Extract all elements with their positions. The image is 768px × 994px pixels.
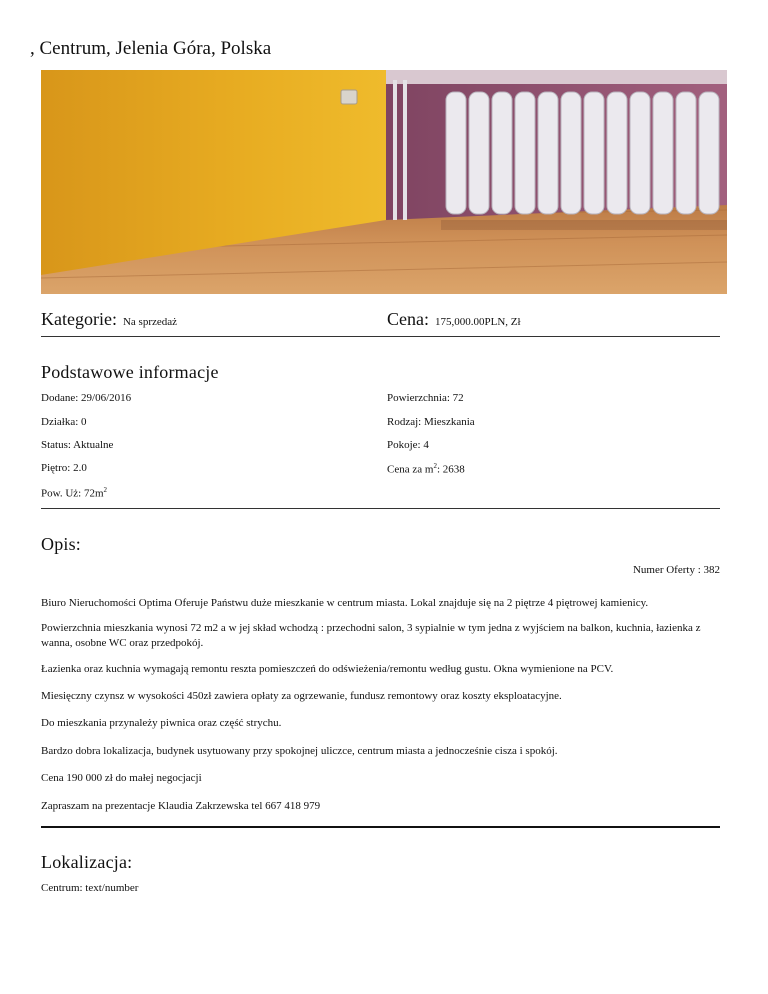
category <box>41 309 177 330</box>
info-status: Status: Aktualne <box>41 439 114 451</box>
description-paragraph: Cena 190 000 zł do małej negocjacji <box>41 772 202 784</box>
info-usable-area <box>41 486 107 500</box>
description-paragraph: Zapraszam na prezentacje Klaudia Zakrzewska tel 667 418 979 <box>41 800 321 812</box>
location-line: Centrum: text/number <box>41 882 139 894</box>
offer-number: Numer Oferty : 382 <box>632 564 720 576</box>
location-heading: Lokalizacja: <box>41 852 133 872</box>
info-rooms: Pokoje: 4 <box>387 439 429 451</box>
divider <box>41 336 720 337</box>
price <box>387 309 521 330</box>
description-paragraph: Biuro Nieruchomości Optima Oferuje Państwu duże mieszkanie w centrum miasta. Lokal znajduje się na 2 piętrze 4 piętrowej kamienicy. <box>41 597 649 609</box>
price-per-m-value: : 2638 <box>436 463 465 476</box>
divider <box>41 508 720 509</box>
page-title: , Centrum, Jelenia Góra, Polska <box>30 38 272 59</box>
category-value: Na sprzedaż <box>122 316 178 328</box>
category-label: Kategorie: <box>41 309 117 329</box>
price-per-m-prefix: Cena za m <box>387 463 434 476</box>
info-floor: Piętro: 2.0 <box>41 462 87 474</box>
info-area: Powierzchnia: 72 <box>387 392 464 404</box>
info-added: Dodane: 29/06/2016 <box>41 392 132 404</box>
divider <box>41 826 720 828</box>
description-paragraph: Bardzo dobra lokalizacja, budynek usytuowany przy spokojnej uliczce, centrum miasta a jednocześnie cisza i spokój. <box>41 745 558 757</box>
usable-area-sup: 2 <box>103 486 108 494</box>
info-type: Rodzaj: Mieszkania <box>387 416 475 428</box>
property-photo <box>41 70 727 294</box>
description-paragraph: Powierzchnia mieszkania wynosi 72 m2 a w jej skład wchodzą : przechodni salon, 3 sypialnie w tym jedna z wyjściem na balkon, kuchnia, łazienka z wanna, osobne WC oraz przedpokój. <box>41 622 701 649</box>
info-plot: Działka: 0 <box>41 416 87 428</box>
basic-info-heading: Podstawowe informacje <box>41 362 219 382</box>
description-paragraph: Łazienka oraz kuchnia wymagają remontu reszta pomieszczeń do odświeżenia/remontu według gustu. Okna wymienione na PCV. <box>41 663 614 675</box>
description-heading: Opis: <box>41 534 82 554</box>
price-value: 175,000.00PLN, Zł <box>435 316 521 328</box>
description-paragraph: Miesięczny czynsz w wysokości 450zł zawiera opłaty za ogrzewanie, fundusz remontowy oraz koszty eksploatacyjne. <box>41 690 562 702</box>
info-price-per-m <box>387 462 465 476</box>
price-per-m-sup: 2 <box>433 462 437 470</box>
price-label: Cena: <box>387 309 429 329</box>
usable-area-text: Pow. Uż: 72m <box>41 487 104 500</box>
description-paragraph: Do mieszkania przynależy piwnica oraz część strychu. <box>41 717 282 729</box>
